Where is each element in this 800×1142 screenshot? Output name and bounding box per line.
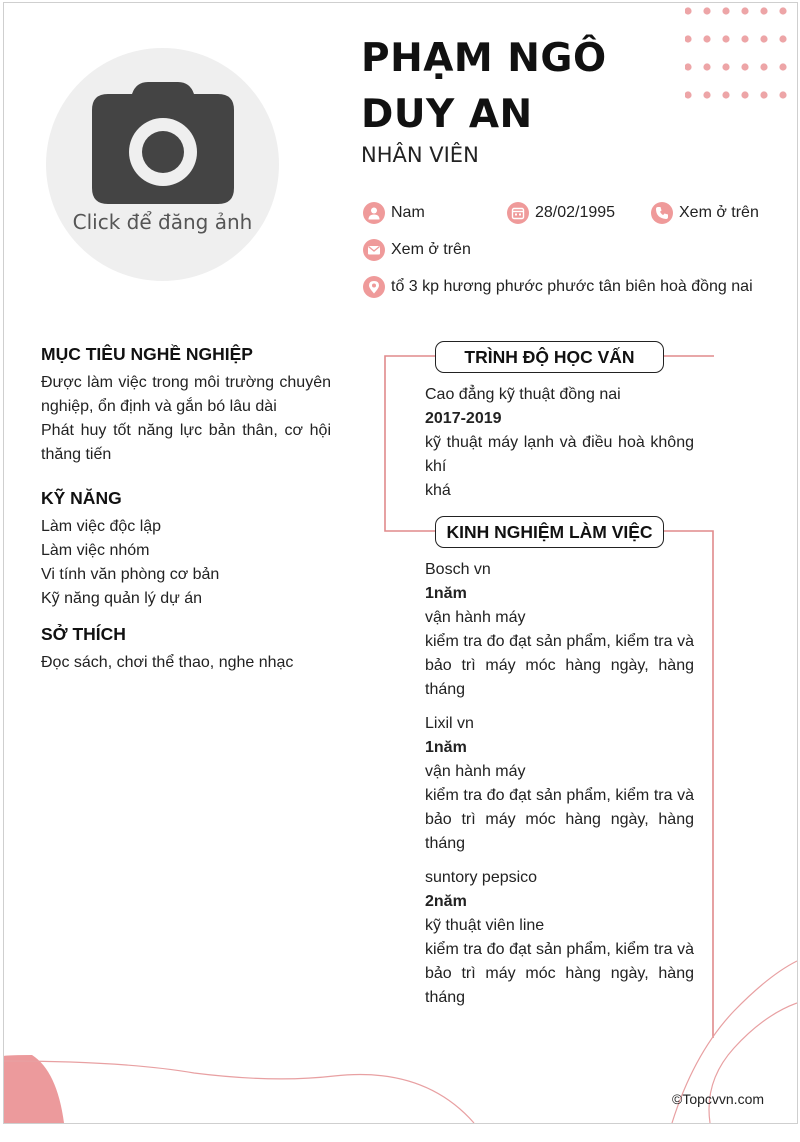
photo-upload-label: Click để đăng ảnh (72, 210, 253, 234)
job-role: kỹ thuật viên line (425, 917, 545, 934)
skills-title: KỸ NĂNG (41, 488, 122, 508)
skill-item: Làm việc nhóm (41, 542, 150, 559)
job-duration: 1năm (425, 585, 467, 602)
job-description: kiểm tra đo đạt sản phẩm, kiểm tra và bảo trì máy móc hàng ngày, hàng tháng (425, 941, 694, 1006)
education-school: Cao đẳng kỹ thuật đồng nai (425, 386, 621, 403)
job-duration: 2năm (425, 893, 467, 910)
education-years: 2017-2019 (425, 410, 502, 427)
phone-value: Xem ở trên (679, 204, 759, 221)
job-role: vận hành máy (425, 763, 526, 780)
decorative-curves (4, 3, 797, 1123)
name-line-2: DUY AN (361, 92, 533, 137)
job-company: Lixil vn (425, 715, 474, 732)
education-title: TRÌNH ĐỘ HỌC VẤN (435, 341, 664, 373)
objective-line-2: Phát huy tốt năng lực bản thân, cơ hội thăng tiến (41, 422, 331, 463)
job-company: suntory pepsico (425, 869, 538, 886)
experience-title: KINH NGHIỆM LÀM VIỆC (435, 516, 664, 548)
birthday-value: 28/02/1995 (535, 204, 616, 221)
education-major: kỹ thuật máy lạnh và điều hoà không khí (425, 434, 694, 475)
skill-item: Kỹ năng quản lý dự án (41, 590, 203, 607)
name-line-1: PHẠM NGÔ (361, 36, 607, 81)
address-value: tổ 3 kp hương phước phước tân biên hoà đồng nai (391, 278, 753, 295)
skill-item: Làm việc độc lập (41, 518, 162, 535)
hobbies-title: SỞ THÍCH (41, 624, 126, 644)
objective-title: MỤC TIÊU NGHỀ NGHIỆP (41, 344, 253, 364)
copyright: ©Topcvvn.com (672, 1091, 765, 1107)
job-duration: 1năm (425, 739, 467, 756)
cv-page (3, 2, 798, 1124)
job-role: vận hành máy (425, 609, 526, 626)
job-company: Bosch vn (425, 561, 491, 578)
gender-value: Nam (391, 204, 425, 221)
email-value: Xem ở trên (391, 241, 471, 258)
objective-line-1: Được làm việc trong môi trường chuyên nghiệp, ổn định và gắn bó lâu dài (41, 374, 331, 415)
job-description: kiểm tra đo đạt sản phẩm, kiểm tra và bảo trì máy móc hàng ngày, hàng tháng (425, 633, 694, 698)
skill-item: Vi tính văn phòng cơ bản (41, 566, 220, 583)
job-description: kiểm tra đo đạt sản phẩm, kiểm tra và bảo trì máy móc hàng ngày, hàng tháng (425, 787, 694, 852)
hobbies-text: Đọc sách, chơi thể thao, nghe nhạc (41, 654, 294, 671)
education-grade: khá (425, 482, 451, 499)
job-position: NHÂN VIÊN (361, 143, 479, 167)
